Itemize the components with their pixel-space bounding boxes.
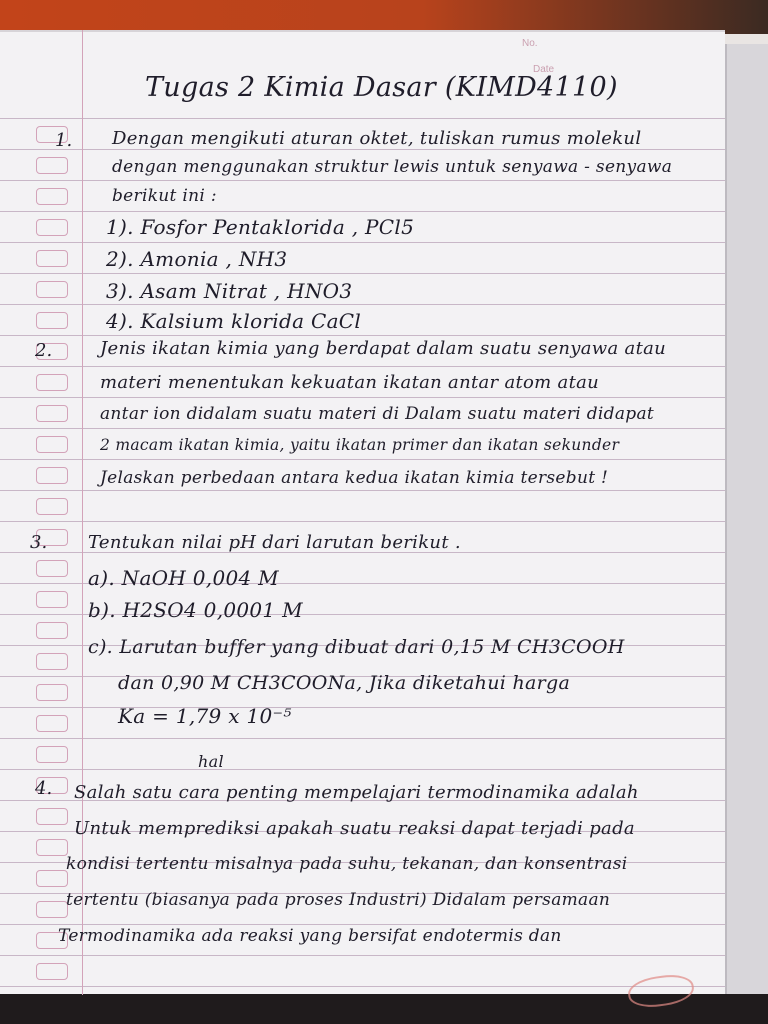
date-label: Date [533,64,555,75]
q4-line: Termodinamika ada reaksi yang bersifat endotermis dan [58,926,562,946]
ruled-line [0,490,725,491]
margin-box [36,746,68,763]
ruled-line [0,521,725,522]
question-4-number: 4. [35,778,53,799]
margin-box [36,684,68,701]
q2-line: Jelaskan perbedaan antara kedua ikatan kimia tersebut ! [100,468,609,488]
ruled-line [0,707,725,708]
margin-box [36,839,68,856]
next-page-edge [725,44,768,994]
q2-line: 2 macam ikatan kimia, yaitu ikatan primer dan ikatan sekunder [100,436,620,454]
ruled-line [0,304,725,305]
ruled-line [0,955,725,956]
q1-item: 3). Asam Nitrat , HNO3 [106,279,353,303]
q2-line: antar ion didalam suatu materi di Dalam suatu materi didapat [100,404,655,424]
ruled-line [0,273,725,274]
q2-line: Jenis ikatan kimia yang berdapat dalam suatu senyawa atau [100,338,667,359]
background-top [0,0,768,34]
margin-box [36,715,68,732]
margin-box [36,963,68,980]
q3-item: c). Larutan buffer yang dibuat dari 0,15 M CH3COOH [88,636,625,658]
q3-item: dan 0,90 M CH3COONa, Jika diketahui harga [118,672,571,694]
q4-insert-word: hal [198,752,224,771]
ruled-line [0,149,725,150]
ruled-line [0,211,725,212]
question-3-number: 3. [30,532,48,553]
q1-line: berikut ini : [112,186,217,206]
margin-box [36,157,68,174]
q1-item: 1). Fosfor Pentaklorida , PCl5 [106,215,415,239]
q4-line: tertentu (biasanya pada proses Industri) Didalam persamaan [66,890,611,910]
margin-box [36,622,68,639]
ruled-line [0,366,725,367]
ruled-line [0,986,725,987]
ruled-line [0,397,725,398]
q3-item: b). H2SO4 0,0001 M [88,598,303,622]
margin-box [36,312,68,329]
no-label: No. [522,38,538,49]
q1-line: dengan menggunakan struktur lewis untuk senyawa - senyawa [112,157,673,177]
margin-box [36,188,68,205]
margin-box [36,374,68,391]
question-2-number: 2. [35,340,53,361]
margin-box [36,219,68,236]
margin-box [36,498,68,515]
q1-item: 2). Amonia , NH3 [106,247,288,271]
margin-box [36,281,68,298]
q3-item: a). NaOH 0,004 M [88,566,279,590]
q4-line: kondisi tertentu misalnya pada suhu, tekanan, dan konsentrasi [66,854,628,874]
ruled-line [0,180,725,181]
ruled-line [0,769,725,770]
q2-line: materi menentukan kekuatan ikatan antar atom atau [100,372,600,393]
margin-box [36,870,68,887]
q4-line: Salah satu cara penting mempelajari termodinamika adalah [74,782,639,803]
ruled-line [0,428,725,429]
ruled-line [0,118,725,119]
page-title: Tugas 2 Kimia Dasar (KIMD4110) [145,72,618,103]
ruled-line [0,335,725,336]
margin-box [36,808,68,825]
margin-box [36,560,68,577]
margin-box [36,653,68,670]
margin-box [36,591,68,608]
ruled-line [0,924,725,925]
q4-line: Untuk memprediksi apakah suatu reaksi dapat terjadi pada [74,818,635,839]
ruled-line [0,738,725,739]
q3-item: Ka = 1,79 x 10⁻⁵ [118,704,292,728]
q1-item: 4). Kalsium klorida CaCl [106,309,362,333]
margin-box [36,467,68,484]
q3-line: Tentukan nilai pH dari larutan berikut . [88,532,461,553]
ruled-line [0,242,725,243]
margin-box [36,436,68,453]
margin-box [36,250,68,267]
margin-box [36,901,68,918]
q1-line: Dengan mengikuti aturan oktet, tuliskan rumus molekul [112,128,642,149]
margin-box [36,405,68,422]
margin-line [82,30,83,995]
question-1-number: 1. [55,130,73,151]
ruled-line [0,459,725,460]
